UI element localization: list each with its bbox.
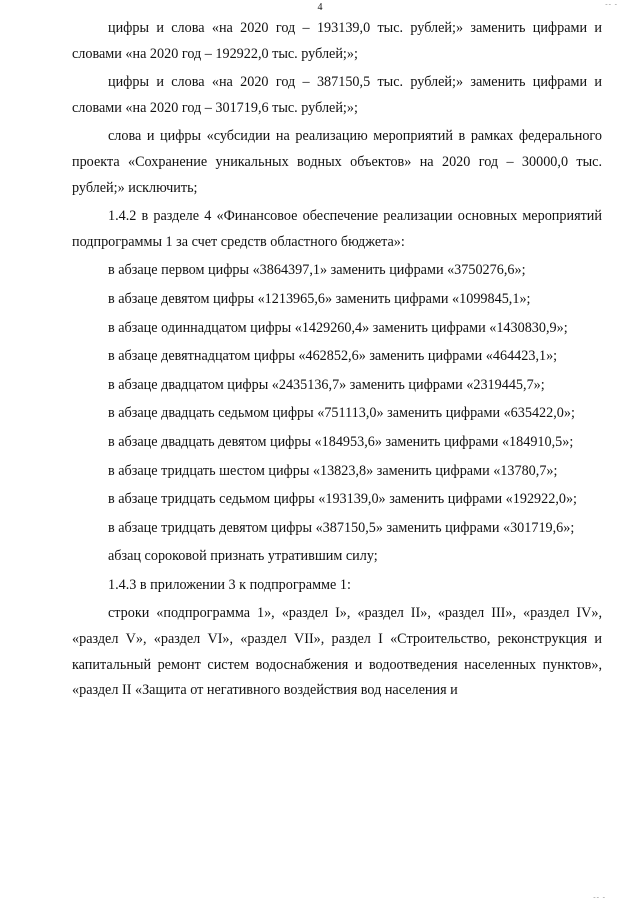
paragraph-5: в абзаце первом цифры «3864397,1» заменить цифрами «3750276,6»; [108, 262, 526, 279]
paragraph-2: цифры и слова «на 2020 год – 387150,5 тыс. рублей;» заменить цифрами и словами «на 2020 год – 301719,6 тыс. рублей;»; [72, 74, 602, 116]
paragraph-4: 1.4.2 в разделе 4 «Финансовое обеспечение реализации основных мероприятий подпрограммы 1 за счет средств областного бюджета»: [72, 208, 602, 250]
paragraph-1: цифры и слова «на 2020 год – 193139,0 тыс. рублей;» заменить цифрами и словами «на 2020 год – 192922,0 тыс. рублей;»; [72, 20, 602, 62]
paragraph-17: строки «подпрограмма 1», «раздел I», «раздел II», «раздел III», «раздел IV», «раздел V», «раздел VI», «раздел VII», раздел I «Строительство, реконструкция и капитальный ремонт систем водоснабжения и водоотведения населенных пунктов», «раздел II «Защита от негативного воздействия вод населения и [72, 605, 602, 699]
paragraph-7: в абзаце одиннадцатом цифры «1429260,4» заменить цифрами «1430830,9»; [108, 319, 568, 336]
paragraph-13: в абзаце тридцать седьмом цифры «193139,0» заменить цифрами «192922,0»; [108, 491, 577, 508]
page-number: 4 [317, 2, 323, 13]
paragraph-11: в абзаце двадцать девятом цифры «184953,6» заменить цифрами «184910,5»; [108, 433, 574, 450]
paragraph-12: в абзаце тридцать шестом цифры «13823,8» заменить цифрами «13780,7»; [108, 462, 558, 479]
paragraph-6: в абзаце девятом цифры «1213965,6» заменить цифрами «1099845,1»; [108, 290, 531, 307]
paragraph-3: слова и цифры «субсидии на реализацию мероприятий в рамках федерального проекта «Сохранение уникальных водных объектов» на 2020 год – 30000,0 тыс. рублей;» исключить; [72, 128, 602, 196]
scan-artifact-bottom: ‐‐ ‐ [593, 893, 606, 901]
paragraph-8: в абзаце девятнадцатом цифры «462852,6» заменить цифрами «464423,1»; [108, 348, 558, 365]
scan-artifact-top: ‐‐ ‐ [605, 0, 618, 8]
paragraph-16: 1.4.3 в приложении 3 к подпрограмме 1: [108, 576, 351, 593]
paragraph-9: в абзаце двадцатом цифры «2435136,7» заменить цифрами «2319445,7»; [108, 376, 545, 393]
document-body [72, 16, 602, 704]
paragraph-10: в абзаце двадцать седьмом цифры «751113,0» заменить цифрами «635422,0»; [108, 405, 575, 422]
paragraph-15: абзац сороковой признать утратившим силу; [108, 548, 378, 565]
paragraph-14: в абзаце тридцать девятом цифры «387150,5» заменить цифрами «301719,6»; [108, 519, 575, 536]
